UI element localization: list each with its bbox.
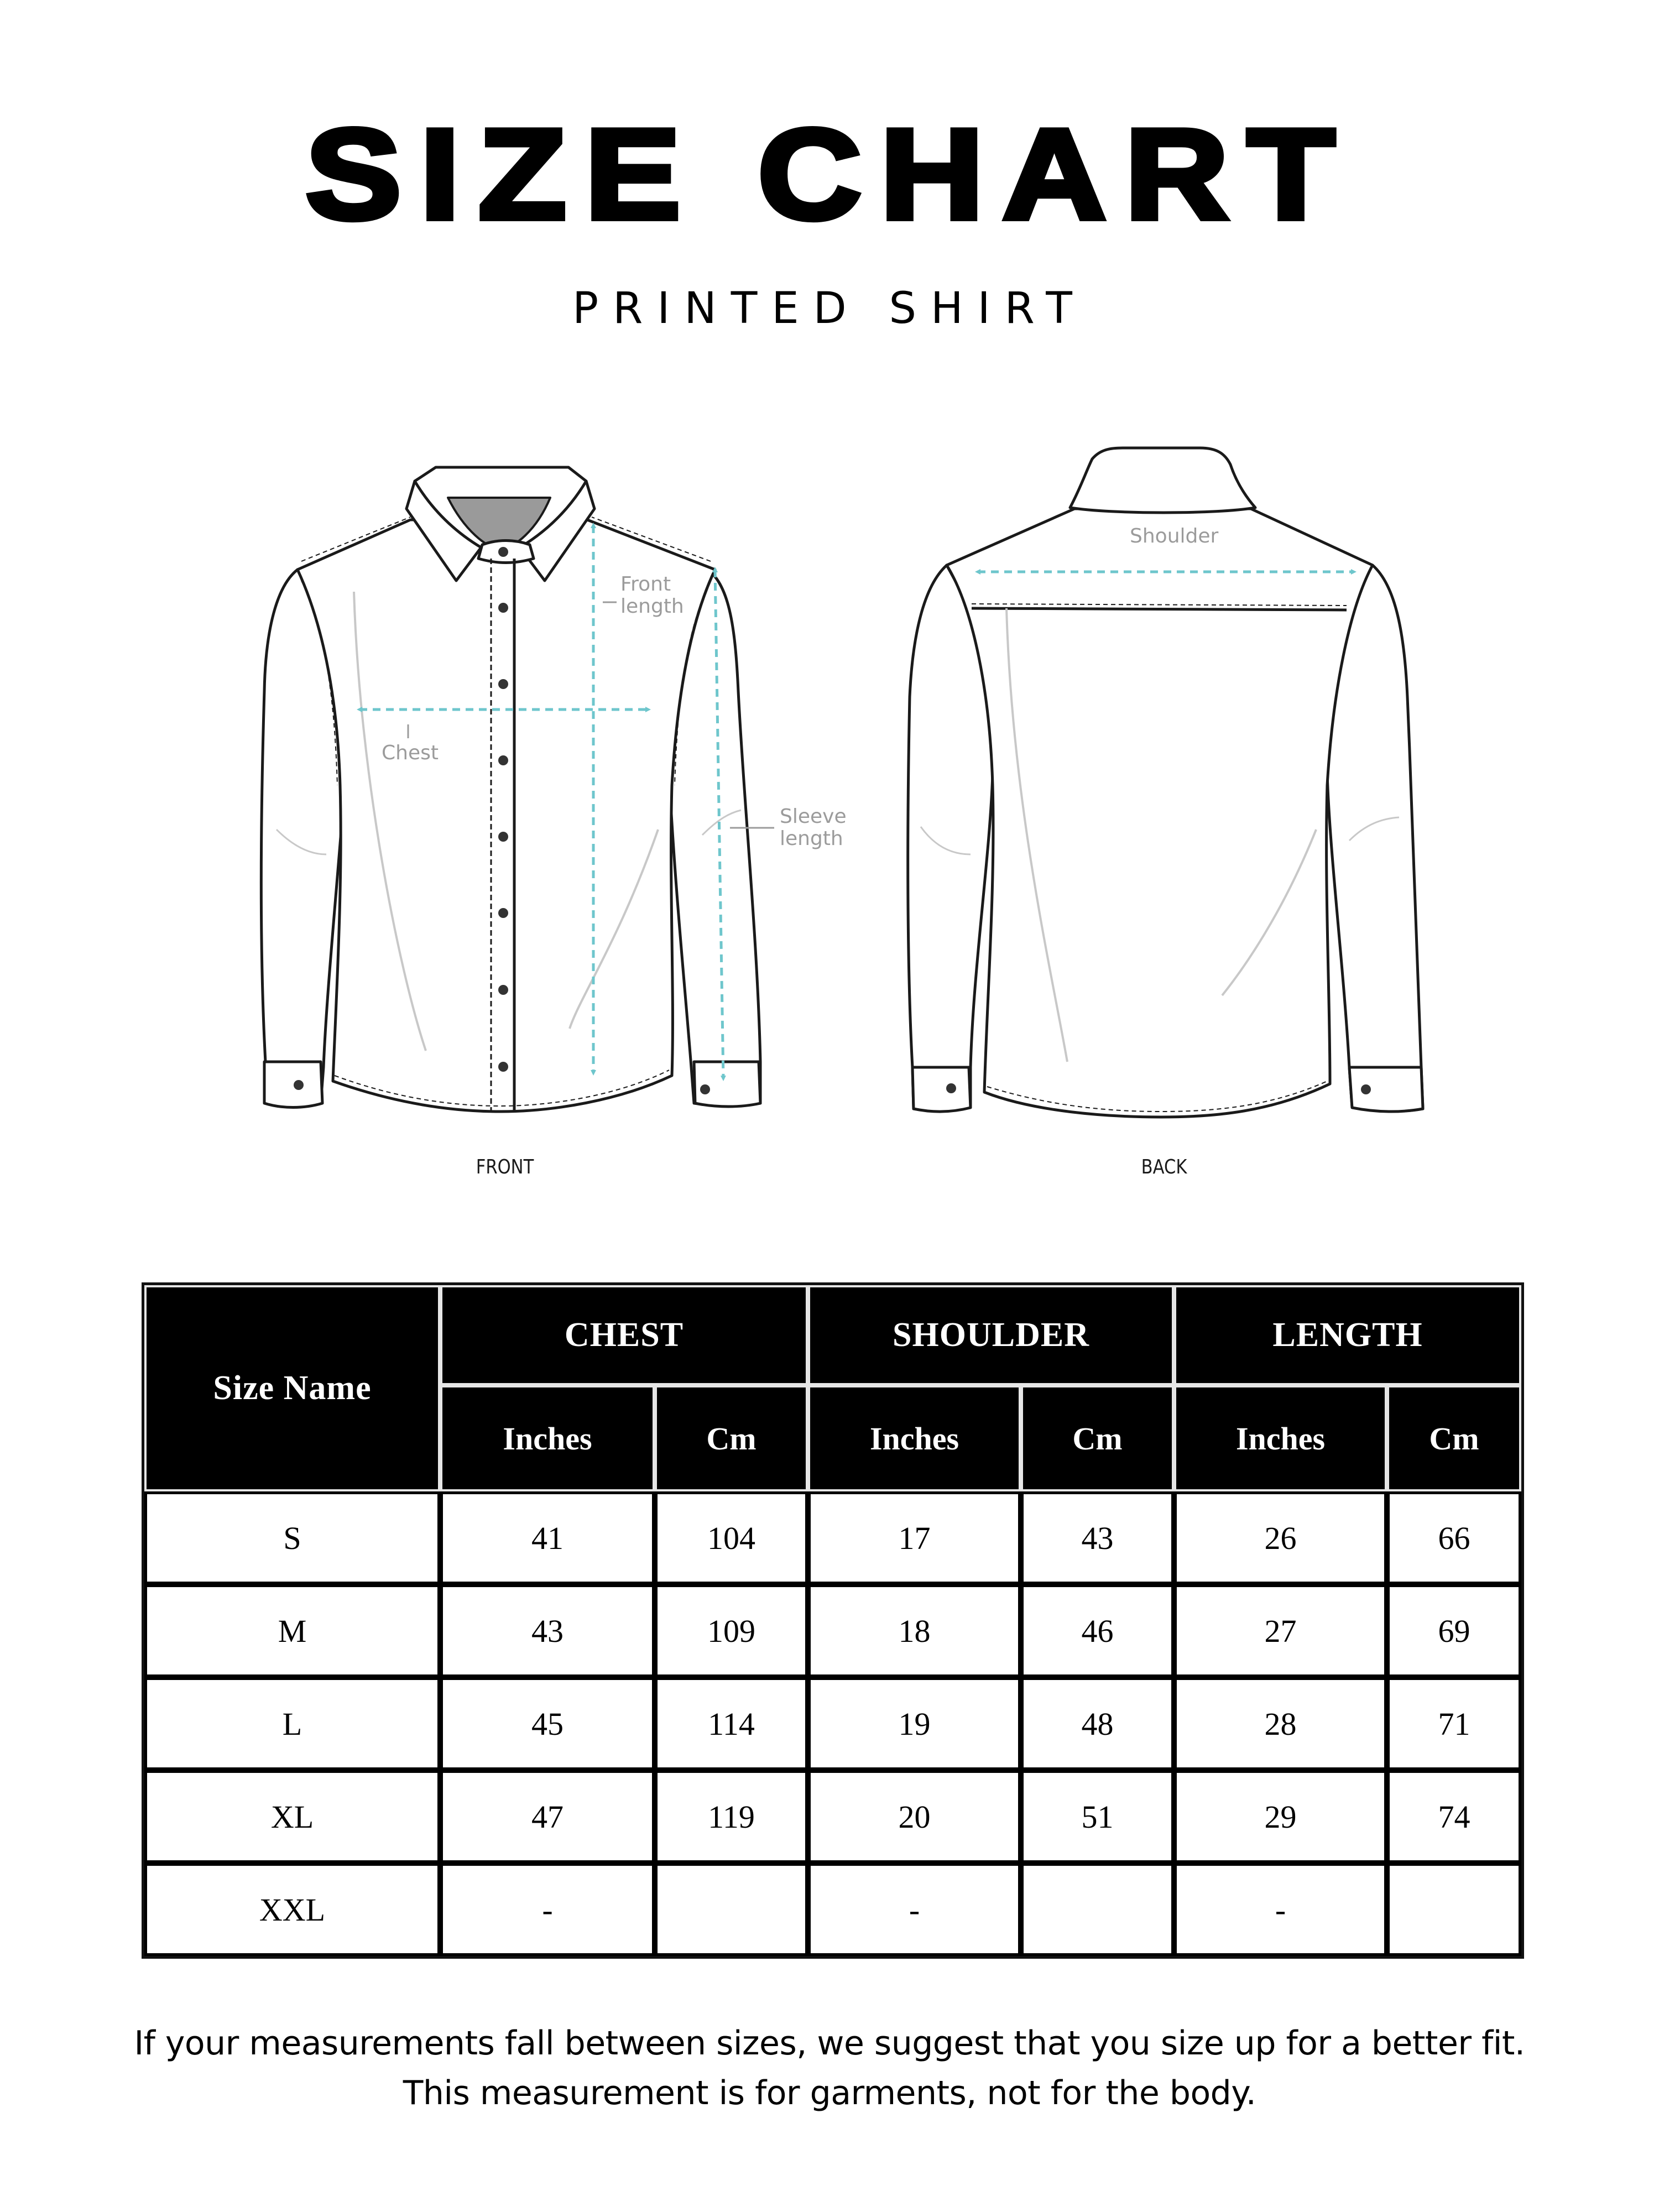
chest-inches-cell: 47 [440, 1770, 655, 1863]
shoulder-inches-cell: 17 [808, 1491, 1021, 1584]
length-cm-cell: 74 [1387, 1770, 1521, 1863]
fit-note [0, 2018, 1659, 2118]
page-title: SIZE CHART [305, 103, 1354, 246]
shoulder-inches-cell: 18 [808, 1584, 1021, 1677]
chest-cm-header: Cm [655, 1385, 808, 1491]
shoulder-inches-cell: - [808, 1863, 1021, 1956]
shoulder-cm-cell [1021, 1863, 1174, 1956]
table-row [144, 1770, 1521, 1863]
shoulder-header: SHOULDER [808, 1285, 1174, 1385]
fit-note-line-1: If your measurements fall between sizes, we suggest that you size up for a better fit. [134, 2024, 1525, 2063]
length-header: LENGTH [1174, 1285, 1521, 1385]
length-inches-cell: 26 [1174, 1491, 1387, 1584]
size-name-header: Size Name [144, 1285, 440, 1491]
size-cell: S [144, 1491, 440, 1584]
chest-header: CHEST [440, 1285, 808, 1385]
length-inches-cell: 29 [1174, 1770, 1387, 1863]
length-cm-cell [1387, 1863, 1521, 1956]
length-cm-cell: 66 [1387, 1491, 1521, 1584]
sleeve-length-label: Sleeve length [780, 805, 847, 850]
table-row [144, 1584, 1521, 1677]
size-cell: L [144, 1677, 440, 1770]
chest-cm-cell: 119 [655, 1770, 808, 1863]
chest-cm-cell: 104 [655, 1491, 808, 1584]
length-cm-header: Cm [1387, 1385, 1521, 1491]
fit-note-line-2: This measurement is for garments, not for the body. [403, 2074, 1256, 2112]
shoulder-cm-header: Cm [1021, 1385, 1174, 1491]
table-row [144, 1491, 1521, 1584]
product-subtitle: PRINTED SHIRT [572, 284, 1087, 333]
shoulder-cm-cell: 48 [1021, 1677, 1174, 1770]
size-cell: XXL [144, 1863, 440, 1956]
shoulder-cm-cell: 46 [1021, 1584, 1174, 1677]
length-inches-cell: 28 [1174, 1677, 1387, 1770]
length-inches-cell: 27 [1174, 1584, 1387, 1677]
chest-cm-cell: 109 [655, 1584, 808, 1677]
front-length-label: Front length [620, 573, 684, 618]
shoulder-inches-cell: 20 [808, 1770, 1021, 1863]
chest-cm-cell: 114 [655, 1677, 808, 1770]
length-inches-cell: - [1174, 1863, 1387, 1956]
size-cell: XL [144, 1770, 440, 1863]
back-shirt-illustration [908, 448, 1423, 1117]
length-cm-cell: 69 [1387, 1584, 1521, 1677]
shirt-diagram [0, 431, 1659, 1150]
chest-inches-cell: 43 [440, 1584, 655, 1677]
length-inches-header: Inches [1174, 1385, 1387, 1491]
chest-cm-cell [655, 1863, 808, 1956]
shoulder-inches-header: Inches [808, 1385, 1021, 1491]
shoulder-cm-cell: 43 [1021, 1491, 1174, 1584]
table-row [144, 1863, 1521, 1956]
shoulder-inches-cell: 19 [808, 1677, 1021, 1770]
table-row [144, 1677, 1521, 1770]
length-cm-cell: 71 [1387, 1677, 1521, 1770]
front-shirt-illustration [261, 467, 760, 1112]
size-cell: M [144, 1584, 440, 1677]
chest-inches-header: Inches [440, 1385, 655, 1491]
chest-label: Chest [382, 742, 439, 764]
back-view-label: BACK [1141, 1156, 1187, 1178]
table-header-group-row [144, 1285, 1521, 1385]
size-chart-table [142, 1282, 1524, 1959]
shoulder-cm-cell: 51 [1021, 1770, 1174, 1863]
shoulder-label: Shoulder [1130, 525, 1219, 547]
chest-inches-cell: 45 [440, 1677, 655, 1770]
front-view-label: FRONT [476, 1156, 534, 1178]
chest-inches-cell: - [440, 1863, 655, 1956]
chest-inches-cell: 41 [440, 1491, 655, 1584]
